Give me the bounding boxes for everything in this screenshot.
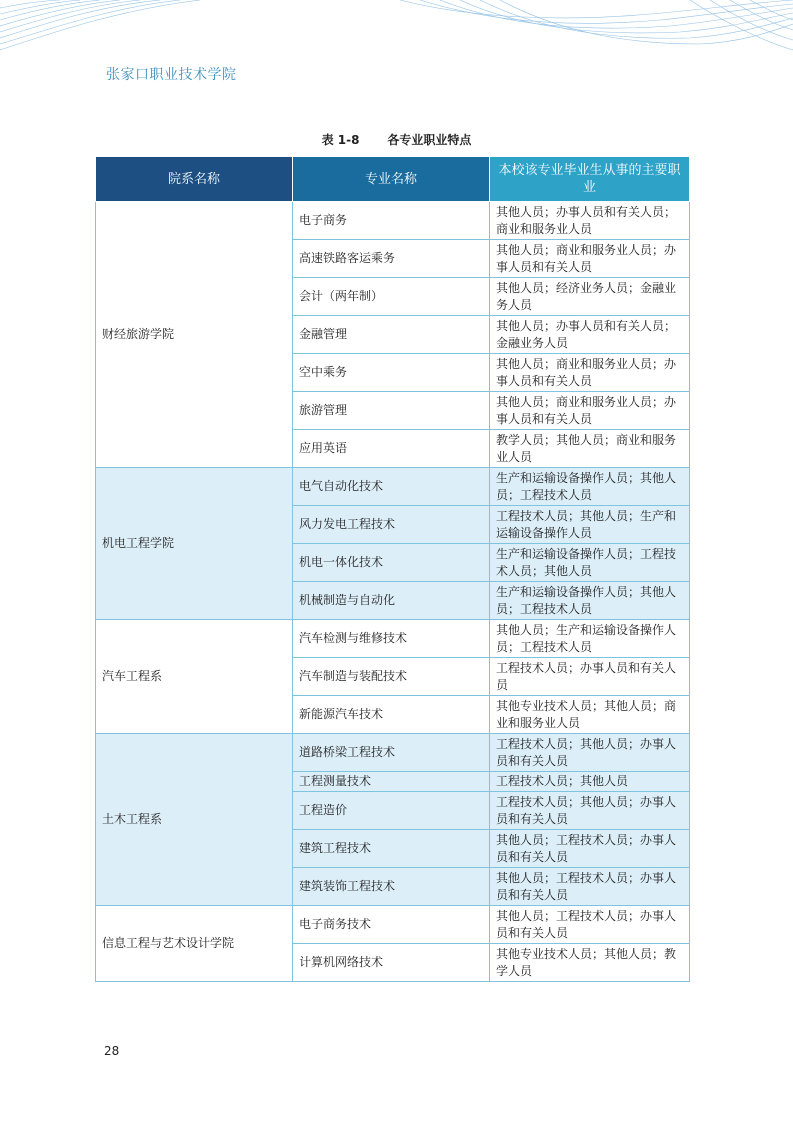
header-college: 院系名称 [96,157,293,202]
occupation-cell: 其他人员；经济业务人员；金融业务人员 [490,278,690,316]
occupation-cell: 其他人员；工程技术人员；办事人员和有关人员 [490,906,690,944]
major-cell: 高速铁路客运乘务 [293,240,490,278]
occupation-cell: 其他人员；商业和服务业人员；办事人员和有关人员 [490,240,690,278]
table-row [96,906,690,944]
table-number: 表 1-8 [321,133,360,147]
occupation-table [95,156,690,982]
school-name-header: 张家口职业技术学院 [106,67,237,83]
major-cell: 电气自动化技术 [293,468,490,506]
college-cell: 信息工程与艺术设计学院 [96,906,293,982]
occupation-cell: 其他人员；办事人员和有关人员；金融业务人员 [490,316,690,354]
occupation-cell: 其他人员；商业和服务业人员；办事人员和有关人员 [490,392,690,430]
occupation-cell: 其他人员；生产和运输设备操作人员；工程技术人员 [490,620,690,658]
major-cell: 空中乘务 [293,354,490,392]
occupation-cell: 工程技术人员；办事人员和有关人员 [490,658,690,696]
occupation-cell: 生产和运输设备操作人员；其他人员；工程技术人员 [490,582,690,620]
major-cell: 应用英语 [293,430,490,468]
major-cell: 工程测量技术 [293,772,490,792]
table-body [96,202,690,982]
header-occupation: 本校该专业毕业生从事的主要职业 [490,157,690,202]
wave-decoration [0,0,793,60]
major-cell: 建筑装饰工程技术 [293,868,490,906]
occupation-cell: 生产和运输设备操作人员；工程技术人员；其他人员 [490,544,690,582]
major-cell: 电子商务 [293,202,490,240]
college-cell: 汽车工程系 [96,620,293,734]
occupation-cell: 工程技术人员；其他人员 [490,772,690,792]
table-row [96,202,690,240]
major-cell: 新能源汽车技术 [293,696,490,734]
occupation-cell: 其他专业技术人员；其他人员；商业和服务业人员 [490,696,690,734]
occupation-cell: 工程技术人员；其他人员；办事人员和有关人员 [490,792,690,830]
header-major: 专业名称 [293,157,490,202]
major-cell: 计算机网络技术 [293,944,490,982]
occupation-cell: 工程技术人员；其他人员；生产和运输设备操作人员 [490,506,690,544]
college-cell: 土木工程系 [96,734,293,906]
occupation-cell: 工程技术人员；其他人员；办事人员和有关人员 [490,734,690,772]
major-cell: 机械制造与自动化 [293,582,490,620]
occupation-cell: 其他专业技术人员；其他人员；教学人员 [490,944,690,982]
college-cell: 机电工程学院 [96,468,293,620]
major-cell: 汽车制造与装配技术 [293,658,490,696]
occupation-cell: 其他人员；工程技术人员；办事人员和有关人员 [490,830,690,868]
table-caption [0,131,793,148]
major-cell: 建筑工程技术 [293,830,490,868]
occupation-cell: 其他人员；办事人员和有关人员；商业和服务业人员 [490,202,690,240]
major-cell: 会计（两年制） [293,278,490,316]
occupation-cell: 其他人员；商业和服务业人员；办事人员和有关人员 [490,354,690,392]
table-row [96,620,690,658]
major-cell: 工程造价 [293,792,490,830]
major-cell: 旅游管理 [293,392,490,430]
major-cell: 金融管理 [293,316,490,354]
occupation-cell: 生产和运输设备操作人员；其他人员；工程技术人员 [490,468,690,506]
page-number: 28 [104,1044,120,1058]
occupation-cell: 其他人员；工程技术人员；办事人员和有关人员 [490,868,690,906]
occupation-cell: 教学人员；其他人员；商业和服务业人员 [490,430,690,468]
college-cell: 财经旅游学院 [96,202,293,468]
table-row [96,468,690,506]
major-cell: 电子商务技术 [293,906,490,944]
table-title: 各专业职业特点 [387,133,472,147]
table-row [96,734,690,772]
table-header-row [96,157,690,202]
major-cell: 汽车检测与维修技术 [293,620,490,658]
major-cell: 风力发电工程技术 [293,506,490,544]
major-cell: 道路桥梁工程技术 [293,734,490,772]
major-cell: 机电一体化技术 [293,544,490,582]
